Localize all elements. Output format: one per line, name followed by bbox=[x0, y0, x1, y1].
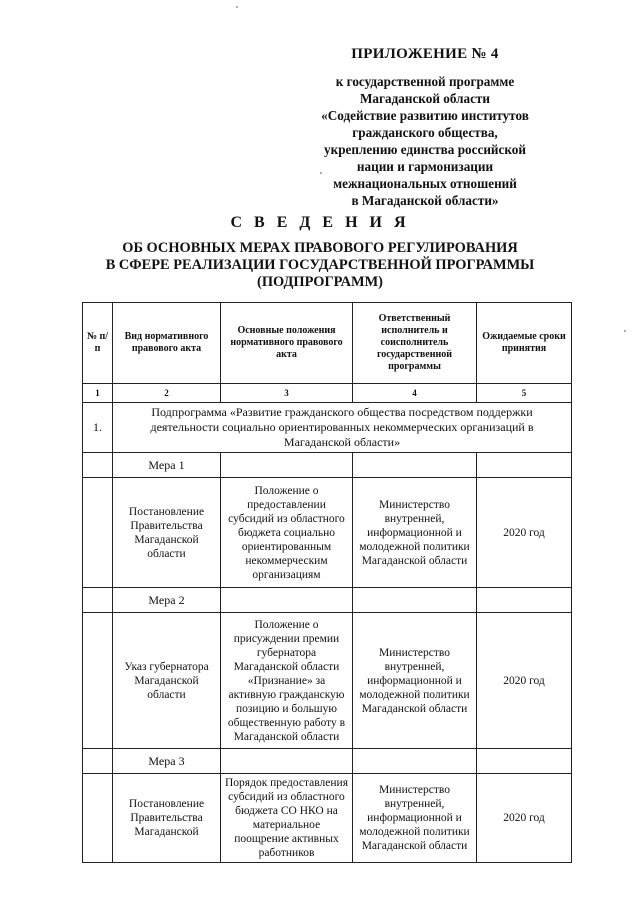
provisions-cell: Положение о присуждении премии губернатора Магаданской области «Признание» за активную гражданскую позицию и большую общественную работу в Магаданской области bbox=[221, 613, 353, 749]
header-term: Ожидаемые сроки принятия bbox=[477, 303, 572, 384]
measure-label: Мера 3 bbox=[113, 749, 221, 774]
scan-speck bbox=[624, 330, 626, 332]
header-act-type: Вид нормативного правового акта bbox=[113, 303, 221, 384]
measure-label-row bbox=[83, 749, 572, 774]
table-row bbox=[83, 774, 572, 863]
title-line: В СФЕРЕ РЕАЛИЗАЦИИ ГОСУДАРСТВЕННОЙ ПРОГРАММЫ bbox=[105, 257, 535, 273]
table-row bbox=[83, 478, 572, 588]
section-row bbox=[83, 403, 572, 453]
executor-cell: Министерство внутренней, информационной и молодежной политики Магаданской области bbox=[353, 613, 477, 749]
measure-label: Мера 1 bbox=[113, 453, 221, 478]
column-number: 1 bbox=[83, 384, 113, 403]
appendix-line: укреплению единства российской bbox=[324, 142, 526, 157]
appendix-line: в Магаданской области» bbox=[351, 193, 499, 208]
document-title bbox=[70, 214, 570, 291]
term-cell: 2020 год bbox=[477, 613, 572, 749]
column-number: 3 bbox=[221, 384, 353, 403]
act-type-cell: Постановление Правительства Магаданской bbox=[113, 774, 221, 863]
column-number: 5 bbox=[477, 384, 572, 403]
column-number: 2 bbox=[113, 384, 221, 403]
scan-speck bbox=[320, 172, 322, 174]
measures-table bbox=[82, 302, 572, 863]
header-executor: Ответственный исполнитель и соисполнитель государственной программы bbox=[353, 303, 477, 384]
column-number: 4 bbox=[353, 384, 477, 403]
appendix-header bbox=[300, 46, 550, 209]
table-header-row bbox=[83, 303, 572, 384]
header-provisions: Основные положения нормативного правового акта bbox=[221, 303, 353, 384]
header-number: № п/п bbox=[83, 303, 113, 384]
term-cell: 2020 год bbox=[477, 774, 572, 863]
act-type-cell: Постановление Правительства Магаданской области bbox=[113, 478, 221, 588]
executor-cell: Министерство внутренней, информационной и молодежной политики Магаданской области bbox=[353, 478, 477, 588]
appendix-line: к государственной программе bbox=[335, 74, 515, 89]
appendix-line: Магаданской области bbox=[359, 91, 491, 106]
measure-label-row bbox=[83, 588, 572, 613]
section-number: 1. bbox=[83, 403, 113, 453]
appendix-number: ПРИЛОЖЕНИЕ № 4 bbox=[351, 46, 499, 62]
table-row bbox=[83, 613, 572, 749]
title-line: ОБ ОСНОВНЫХ МЕРАХ ПРАВОВОГО РЕГУЛИРОВАНИЯ bbox=[122, 240, 518, 256]
appendix-line: нации и гармонизации bbox=[356, 159, 494, 174]
executor-cell: Министерство внутренней, информационной и молодежной политики Магаданской области bbox=[353, 774, 477, 863]
measure-label-row bbox=[83, 453, 572, 478]
term-cell: 2020 год bbox=[477, 478, 572, 588]
column-numbers-row bbox=[83, 384, 572, 403]
provisions-cell: Положение о предоставлении субсидий из областного бюджета социально ориентированным некоммерческим организациям bbox=[221, 478, 353, 588]
provisions-cell: Порядок предоставления субсидий из областного бюджета СО НКО на материальное поощрение активных работников bbox=[221, 774, 353, 863]
measure-label: Мера 2 bbox=[113, 588, 221, 613]
appendix-line: «Содействие развитию институтов bbox=[321, 108, 529, 123]
title-line: (ПОДПРОГРАММ) bbox=[257, 274, 383, 290]
title-spaced: С В Е Д Е Н И Я bbox=[230, 214, 410, 231]
section-title: Подпрограмма «Развитие гражданского общества посредством поддержки деятельности социально ориентированных некоммерческих организаций в Магаданской области» bbox=[113, 403, 572, 453]
act-type-cell: Указ губернатора Магаданской области bbox=[113, 613, 221, 749]
appendix-line: гражданского общества, bbox=[352, 125, 498, 140]
scan-speck bbox=[236, 6, 238, 8]
appendix-line: межнациональных отношений bbox=[333, 176, 517, 191]
